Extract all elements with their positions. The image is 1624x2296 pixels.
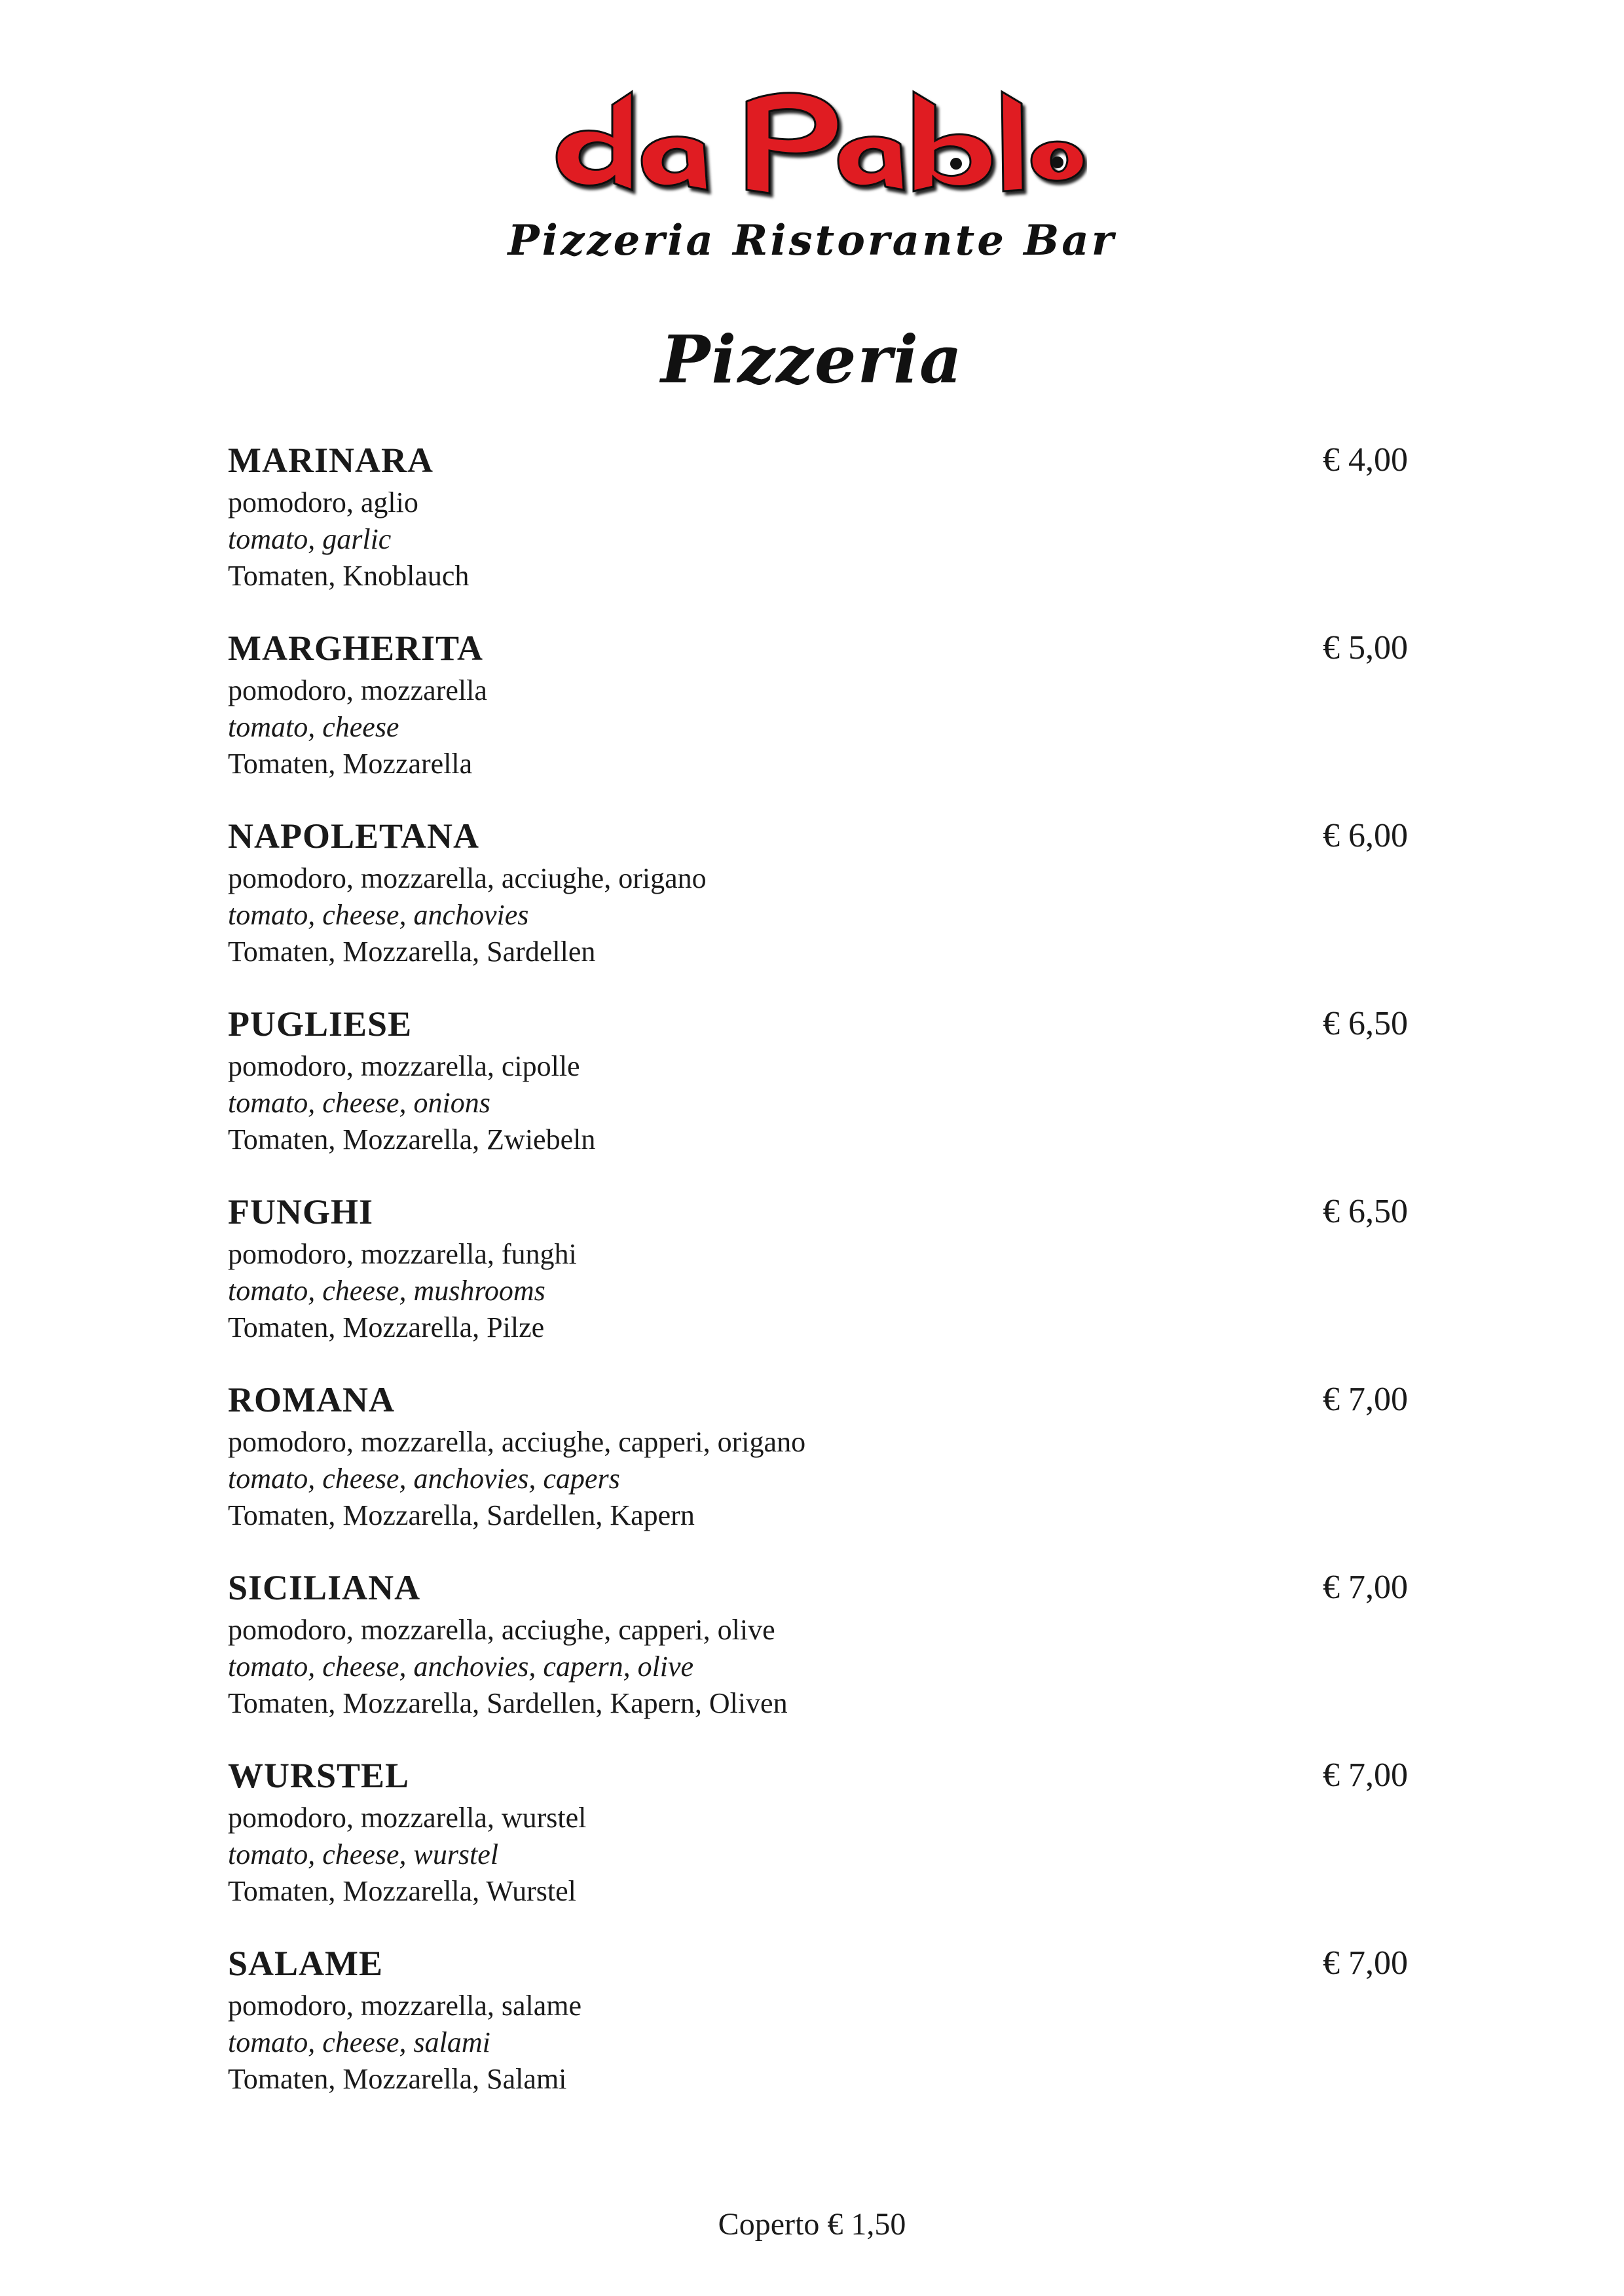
- item-ingredients-italian: pomodoro, mozzarella, salame: [228, 1990, 582, 2022]
- item-price: € 7,00: [1323, 1757, 1408, 1794]
- item-price: € 6,50: [1323, 1193, 1408, 1230]
- menu-item: [228, 440, 1408, 628]
- item-ingredients-italian: pomodoro, mozzarella, acciughe, origano: [228, 862, 707, 894]
- item-ingredients-italian: pomodoro, mozzarella, acciughe, capperi, olive: [228, 1614, 775, 1646]
- item-ingredients-italian: pomodoro, mozzarella, funghi: [228, 1238, 577, 1270]
- tagline: Pizzeria Ristorante Bar: [507, 216, 1116, 265]
- section-title: Pizzeria: [661, 321, 963, 398]
- item-price: € 6,50: [1323, 1005, 1408, 1042]
- item-name: ROMANA: [228, 1380, 395, 1419]
- menu-item: [228, 1004, 1408, 1192]
- restaurant-logo: [550, 79, 1087, 203]
- item-name: FUNGHI: [228, 1192, 373, 1231]
- item-ingredients-italian: pomodoro, mozzarella: [228, 674, 487, 706]
- item-ingredients-english: tomato, cheese: [228, 711, 399, 743]
- menu-item: [228, 1192, 1408, 1379]
- item-ingredients-german: Tomaten, Mozzarella, Sardellen, Kapern: [228, 1499, 695, 1531]
- item-ingredients-english: tomato, cheese, anchovies, capern, olive: [228, 1650, 694, 1683]
- menu-item: [228, 1755, 1408, 1943]
- item-ingredients-english: tomato, cheese, anchovies, capers: [228, 1463, 620, 1495]
- item-ingredients-italian: pomodoro, mozzarella, acciughe, capperi, origano: [228, 1426, 806, 1458]
- item-ingredients-english: tomato, cheese, onions: [228, 1087, 490, 1119]
- item-price: € 7,00: [1323, 1381, 1408, 1418]
- item-ingredients-german: Tomaten, Mozzarella, Salami: [228, 2063, 567, 2095]
- cover-charge: Coperto € 1,50: [718, 2207, 906, 2242]
- item-name: SALAME: [228, 1944, 384, 1983]
- item-ingredients-german: Tomaten, Mozzarella, Pilze: [228, 1311, 545, 1343]
- item-name: SICILIANA: [228, 1568, 421, 1607]
- item-ingredients-english: tomato, cheese, mushrooms: [228, 1275, 545, 1307]
- item-ingredients-german: Tomaten, Mozzarella, Zwiebeln: [228, 1123, 596, 1156]
- item-name: PUGLIESE: [228, 1004, 413, 1044]
- item-ingredients-italian: pomodoro, mozzarella, cipolle: [228, 1050, 580, 1082]
- item-name: MARINARA: [228, 441, 434, 480]
- item-ingredients-german: Tomaten, Mozzarella, Wurstel: [228, 1875, 576, 1907]
- item-price: € 6,00: [1323, 817, 1408, 854]
- menu-item: [228, 1943, 1408, 2131]
- menu-item: [228, 1567, 1408, 1755]
- pizza-menu-list: [228, 440, 1408, 2131]
- item-ingredients-german: Tomaten, Mozzarella, Sardellen, Kapern, Oliven: [228, 1687, 788, 1719]
- item-name: MARGHERITA: [228, 629, 484, 668]
- item-ingredients-italian: pomodoro, aglio: [228, 486, 418, 519]
- item-ingredients-english: tomato, cheese, salami: [228, 2026, 490, 2058]
- item-ingredients-german: Tomaten, Knoblauch: [228, 560, 470, 592]
- item-price: € 4,00: [1323, 441, 1408, 479]
- item-name: WURSTEL: [228, 1756, 410, 1795]
- item-name: NAPOLETANA: [228, 816, 480, 856]
- item-ingredients-english: tomato, cheese, anchovies: [228, 899, 529, 931]
- menu-item: [228, 1379, 1408, 1567]
- item-ingredients-german: Tomaten, Mozzarella, Sardellen: [228, 936, 596, 968]
- item-ingredients-english: tomato, cheese, wurstel: [228, 1838, 499, 1870]
- item-price: € 5,00: [1323, 629, 1408, 666]
- item-ingredients-italian: pomodoro, mozzarella, wurstel: [228, 1802, 587, 1834]
- menu-item: [228, 628, 1408, 816]
- item-price: € 7,00: [1323, 1944, 1408, 1982]
- menu-item: [228, 816, 1408, 1004]
- item-ingredients-english: tomato, garlic: [228, 523, 392, 555]
- item-price: € 7,00: [1323, 1569, 1408, 1606]
- item-ingredients-german: Tomaten, Mozzarella: [228, 748, 473, 780]
